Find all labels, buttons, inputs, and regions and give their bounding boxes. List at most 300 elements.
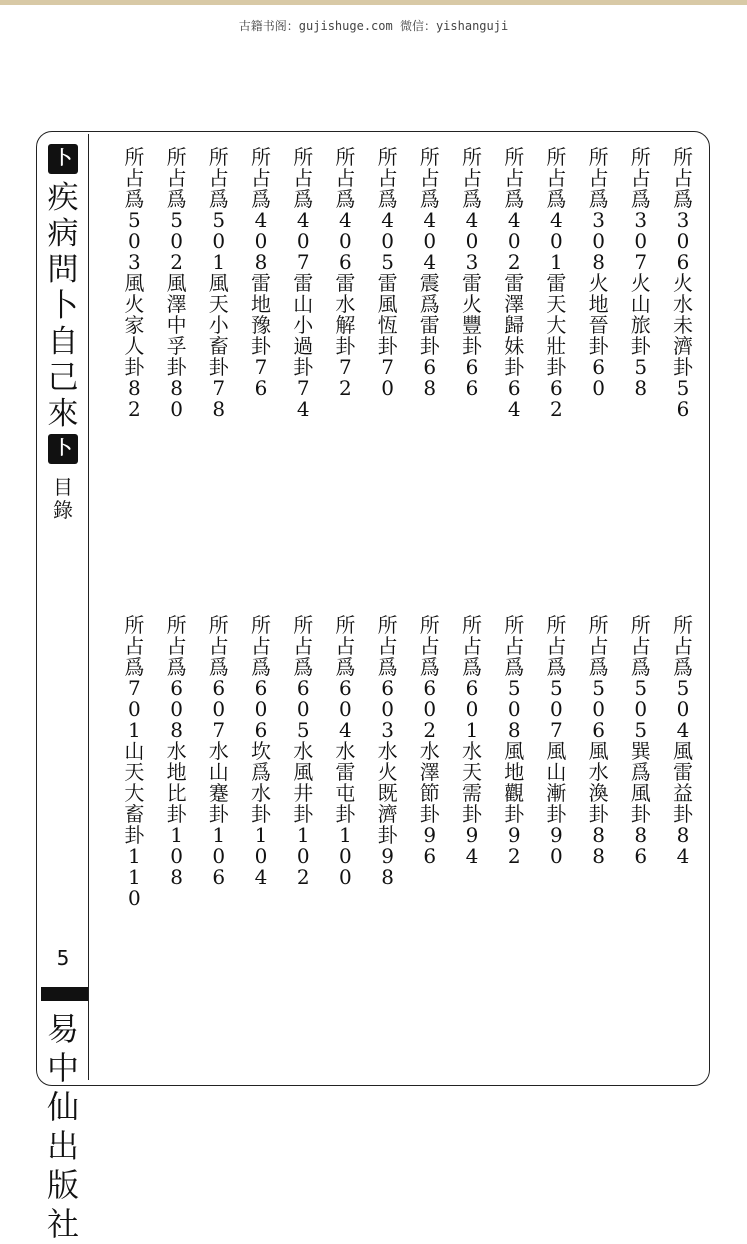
toc-char: 卦 [377,823,398,847]
toc-char: 占 [546,166,567,190]
toc-char: 0 [423,229,437,253]
toc-char: 風 [504,739,525,763]
toc-char: 占 [166,634,187,658]
toc-char: 豐 [462,313,482,337]
toc-char: 卦 [504,355,525,379]
toc-char: 0 [507,229,521,253]
toc-char: 雷 [462,271,482,295]
toc-char: 占 [462,634,482,658]
toc-char: 爲 [251,187,271,211]
toc-char: 4 [296,397,310,421]
toc-char: 爲 [588,187,609,211]
toc-entry [541,615,571,867]
toc-char: 6 [423,844,437,868]
toc-char: 8 [170,865,183,889]
toc-char: 4 [465,844,479,868]
toc-char: 6 [296,676,310,700]
toc-char: 0 [128,697,141,721]
toc-char: 爲 [208,655,229,679]
toc-char: 8 [381,865,394,889]
toc-char: 1 [170,823,183,847]
toc-char: 小 [208,313,229,337]
toc-char: 爲 [588,655,609,679]
toc-char: 5 [381,250,394,274]
toc-char: 爲 [166,655,187,679]
toc-char: 0 [381,229,394,253]
toc-char: 所 [673,613,693,637]
toc-char: 爲 [673,187,693,211]
toc-char: 所 [504,145,525,169]
toc-char: 地 [588,292,609,316]
toc-char: 所 [335,145,356,169]
toc-char: 0 [592,697,605,721]
toc-char: 風 [377,292,398,316]
toc-char: 所 [377,613,398,637]
toc-char: 4 [296,208,310,232]
toc-char: 7 [339,355,352,379]
toc-entry [119,615,149,909]
vertical-char: 來 [47,396,79,432]
toc-char: 2 [170,250,183,274]
toc-char: 爲 [419,187,440,211]
toc-char: 爲 [377,655,398,679]
toc-char: 8 [128,376,141,400]
toc-char: 4 [465,208,479,232]
toc-char: 0 [128,229,141,253]
toc-entry [584,147,614,399]
toc-char: 卦 [124,355,145,379]
toc-char: 卦 [546,355,567,379]
toc-char: 雷 [419,313,440,337]
toc-char: 2 [296,865,310,889]
logo-icon: 卜 [48,144,78,174]
toc-char: 8 [634,376,648,400]
toc-char: 8 [507,718,521,742]
toc-char: 爲 [462,655,482,679]
toc-char: 水 [377,739,398,763]
toc-entry [499,615,529,867]
toc-char: 占 [293,634,314,658]
toc-char: 0 [128,886,141,910]
toc-char: 小 [293,313,314,337]
toc-char: 6 [339,250,352,274]
toc-char: 節 [419,781,440,805]
toc-char: 1 [254,823,268,847]
toc-char: 火 [588,271,609,295]
toc-char: 地 [504,760,525,784]
toc-char: 4 [676,844,690,868]
toc-char: 0 [212,844,226,868]
toc-char: 比 [166,781,187,805]
toc-char: 4 [423,250,437,274]
toc-char: 卦 [293,802,314,826]
toc-char: 所 [546,613,567,637]
toc-char: 7 [381,355,394,379]
toc-entry [626,615,656,867]
toc-char: 火 [124,292,145,316]
toc-char: 風 [673,739,693,763]
toc-char: 0 [550,844,563,868]
toc-char: 占 [377,634,398,658]
toc-char: 爲 [419,655,440,679]
toc-char: 8 [170,376,183,400]
toc-char: 0 [212,697,226,721]
toc-char: 5 [212,208,226,232]
toc-char: 6 [676,397,690,421]
toc-char: 爲 [293,187,314,211]
toc-char: 恆 [377,313,398,337]
toc-char: 6 [170,676,183,700]
toc-char: 渙 [588,781,609,805]
toc-char: 0 [676,229,690,253]
toc-char: 8 [592,823,605,847]
vertical-char: 己 [47,360,79,396]
toc-char: 5 [296,718,310,742]
toc-char: 占 [377,166,398,190]
toc-char: 爲 [546,187,567,211]
toc-char: 天 [124,760,145,784]
toc-char: 卦 [462,802,482,826]
toc-char: 歸 [504,313,525,337]
toc-char: 爲 [251,655,271,679]
toc-entry [668,147,698,420]
toc-char: 地 [166,760,187,784]
toc-char: 占 [673,166,693,190]
toc-char: 占 [251,166,271,190]
toc-char: 晉 [588,313,609,337]
toc-char: 風 [546,739,567,763]
toc-char: 坎 [251,739,271,763]
toc-char: 0 [550,697,563,721]
toc-char: 水 [588,760,609,784]
toc-char: 占 [546,634,567,658]
toc-char: 需 [462,781,482,805]
toc-char: 8 [592,844,605,868]
toc-char: 0 [676,697,690,721]
toc-char: 4 [381,208,394,232]
toc-char: 澤 [419,760,440,784]
toc-char: 所 [124,613,145,637]
toc-entry [162,147,192,420]
vertical-char: 卜 [47,288,79,324]
toc-char: 雷 [546,271,567,295]
toc-char: 澤 [166,292,187,316]
toc-char: 妹 [504,334,525,358]
toc-char: 4 [254,208,268,232]
toc-char: 卦 [462,334,482,358]
toc-char: 卦 [251,802,271,826]
toc-char: 0 [339,844,352,868]
toc-char: 既 [377,781,398,805]
toc-char: 2 [423,718,437,742]
toc-char: 未 [673,313,693,337]
toc-char: 所 [124,145,145,169]
toc-char: 1 [212,250,226,274]
toc-char: 0 [634,697,648,721]
toc-char: 爲 [166,187,187,211]
toc-char: 濟 [673,334,693,358]
toc-char: 0 [170,229,183,253]
toc-char: 0 [170,844,183,868]
toc-char: 8 [592,250,605,274]
toc-char: 水 [335,739,356,763]
toc-char: 卦 [251,334,271,358]
toc-char: 2 [507,844,521,868]
toc-entry [204,147,234,420]
toc-char: 火 [673,271,693,295]
toc-char: 0 [592,376,605,400]
toc-char: 水 [335,292,356,316]
toc-char: 占 [208,634,229,658]
toc-char: 風 [166,271,187,295]
toc-char: 澤 [504,292,525,316]
toc-char: 0 [381,376,394,400]
toc-char: 風 [630,781,651,805]
toc-char: 0 [634,229,648,253]
toc-char: 卦 [504,802,525,826]
toc-char: 6 [254,376,268,400]
vertical-char: 社 [46,1205,79,1243]
vertical-char: 仙 [46,1088,79,1126]
toc-char: 0 [465,697,479,721]
toc-char: 山 [546,760,567,784]
toc-char: 4 [423,208,437,232]
toc-char: 1 [128,718,141,742]
toc-char: 7 [296,250,310,274]
toc-char: 山 [293,292,314,316]
book-spine [39,134,89,1243]
toc-char: 火 [630,271,651,295]
toc-char: 所 [208,145,229,169]
toc-char: 畜 [124,802,145,826]
toc-char: 水 [208,739,229,763]
toc-char: 8 [423,376,437,400]
toc-char: 6 [465,676,479,700]
toc-char: 卦 [588,802,609,826]
toc-entry [626,147,656,399]
toc-char: 卦 [419,334,440,358]
toc-char: 畜 [208,334,229,358]
toc-char: 6 [423,355,437,379]
toc-entry [288,147,318,420]
toc-char: 6 [550,376,563,400]
toc-char: 1 [128,865,141,889]
top-rule [0,0,747,5]
toc-char: 爲 [546,655,567,679]
toc-char: 8 [634,823,648,847]
toc-char: 占 [673,634,693,658]
toc-char: 0 [212,229,226,253]
toc-char: 5 [128,208,141,232]
toc-char: 1 [212,823,226,847]
toc-char: 卦 [335,802,356,826]
toc-char: 2 [550,397,563,421]
vertical-char: 問 [47,252,79,288]
toc-char: 所 [462,613,482,637]
toc-char: 卦 [208,355,229,379]
toc-char: 3 [592,208,605,232]
toc-char: 1 [550,250,563,274]
toc-char: 水 [166,739,187,763]
toc-char: 巽 [630,739,651,763]
toc-char: 占 [124,634,145,658]
toc-char: 8 [170,718,183,742]
toc-char: 6 [634,844,648,868]
toc-char: 占 [251,634,271,658]
toc-char: 爲 [462,187,482,211]
toc-char: 0 [423,697,437,721]
toc-char: 爲 [504,655,525,679]
vertical-char: 中 [46,1049,79,1087]
toc-char: 爲 [335,187,356,211]
toc-char: 占 [504,166,525,190]
toc-char: 占 [419,634,440,658]
toc-char: 1 [465,718,479,742]
toc-entry [204,615,234,888]
spine-bar [41,987,88,1001]
toc-char: 爲 [251,760,271,784]
toc-char: 孚 [166,334,187,358]
toc-char: 0 [254,697,268,721]
toc-char: 1 [296,823,310,847]
toc-char: 水 [419,739,440,763]
toc-char: 爲 [124,655,145,679]
toc-char: 山 [630,292,651,316]
toc-char: 所 [588,145,609,169]
toc-char: 爲 [630,760,651,784]
toc-entry [162,615,192,888]
toc-char: 6 [592,718,605,742]
toc-char: 占 [335,634,356,658]
toc-char: 雷 [673,760,693,784]
toc-char: 卦 [208,802,229,826]
toc-char: 7 [212,376,226,400]
toc-char: 卦 [124,823,145,847]
toc-char: 爲 [630,655,651,679]
toc-char: 火 [377,760,398,784]
toc-char: 0 [296,844,310,868]
toc-char: 6 [676,250,690,274]
toc-char: 壯 [546,334,567,358]
toc-char: 雷 [293,271,314,295]
toc-char: 火 [462,292,482,316]
toc-char: 爲 [377,187,398,211]
toc-char: 4 [676,718,690,742]
toc-char: 人 [124,334,145,358]
toc-char: 所 [419,613,440,637]
toc-char: 天 [208,292,229,316]
toc-char: 觀 [504,781,525,805]
toc-char: 4 [339,718,352,742]
toc-char: 所 [166,145,187,169]
toc-char: 5 [170,208,183,232]
toc-char: 大 [546,313,567,337]
toc-char: 9 [550,823,563,847]
page-number: 5 [56,946,70,970]
toc-char: 0 [170,397,183,421]
toc-char: 爲 [124,187,145,211]
toc-char: 3 [465,250,479,274]
toc-char: 4 [507,397,521,421]
toc-char: 井 [293,781,314,805]
toc-char: 天 [546,292,567,316]
toc-char: 蹇 [208,781,229,805]
toc-char: 0 [381,697,394,721]
toc-entry [373,615,403,888]
toc-char: 所 [208,613,229,637]
toc-char: 解 [335,313,356,337]
toc-char: 所 [293,613,314,637]
toc-char: 9 [381,844,394,868]
toc-char: 4 [254,865,268,889]
toc-char: 所 [630,145,651,169]
toc-char: 0 [170,697,183,721]
toc-entry [119,147,149,420]
toc-char: 6 [254,676,268,700]
toc-char: 家 [124,313,145,337]
toc-char: 水 [251,781,271,805]
toc-char: 5 [634,718,648,742]
toc-char: 益 [673,781,693,805]
toc-char: 占 [124,166,145,190]
logo-icon-second: 卜 [48,434,78,464]
toc-char: 雷 [251,271,271,295]
toc-char: 9 [507,823,521,847]
toc-char: 6 [423,676,437,700]
toc-char: 爲 [504,187,525,211]
toc-char: 0 [339,865,352,889]
toc-entry [246,147,276,399]
toc-char: 8 [212,397,226,421]
toc-char: 風 [293,760,314,784]
vertical-char: 自 [47,324,79,360]
book-title [48,180,79,432]
toc-char: 水 [462,739,482,763]
toc-char: 漸 [546,781,567,805]
toc-char: 5 [592,676,605,700]
toc-char: 雷 [335,760,356,784]
toc-char: 0 [339,697,352,721]
toc-entry [288,615,318,888]
toc-char: 6 [465,355,479,379]
vertical-char: 易 [46,1010,79,1048]
toc-char: 卦 [546,802,567,826]
toc-char: 7 [296,376,310,400]
toc-char: 過 [293,334,314,358]
toc-char: 7 [212,718,226,742]
vertical-char: 錄 [53,498,73,522]
toc-char: 山 [208,760,229,784]
toc-char: 0 [550,229,563,253]
toc-char: 占 [166,166,187,190]
toc-char: 2 [339,376,352,400]
toc-entry [246,615,276,888]
toc-entry [668,615,698,867]
toc-char: 0 [296,229,310,253]
toc-char: 爲 [630,187,651,211]
toc-char: 6 [212,865,226,889]
toc-char: 卦 [166,802,187,826]
toc-char: 6 [339,676,352,700]
toc-char: 水 [673,292,693,316]
toc-char: 天 [462,760,482,784]
toc-char: 風 [124,271,145,295]
toc-char: 9 [423,823,437,847]
toc-char: 濟 [377,802,398,826]
toc-char: 所 [546,145,567,169]
toc-char: 所 [504,613,525,637]
toc-char: 占 [293,166,314,190]
